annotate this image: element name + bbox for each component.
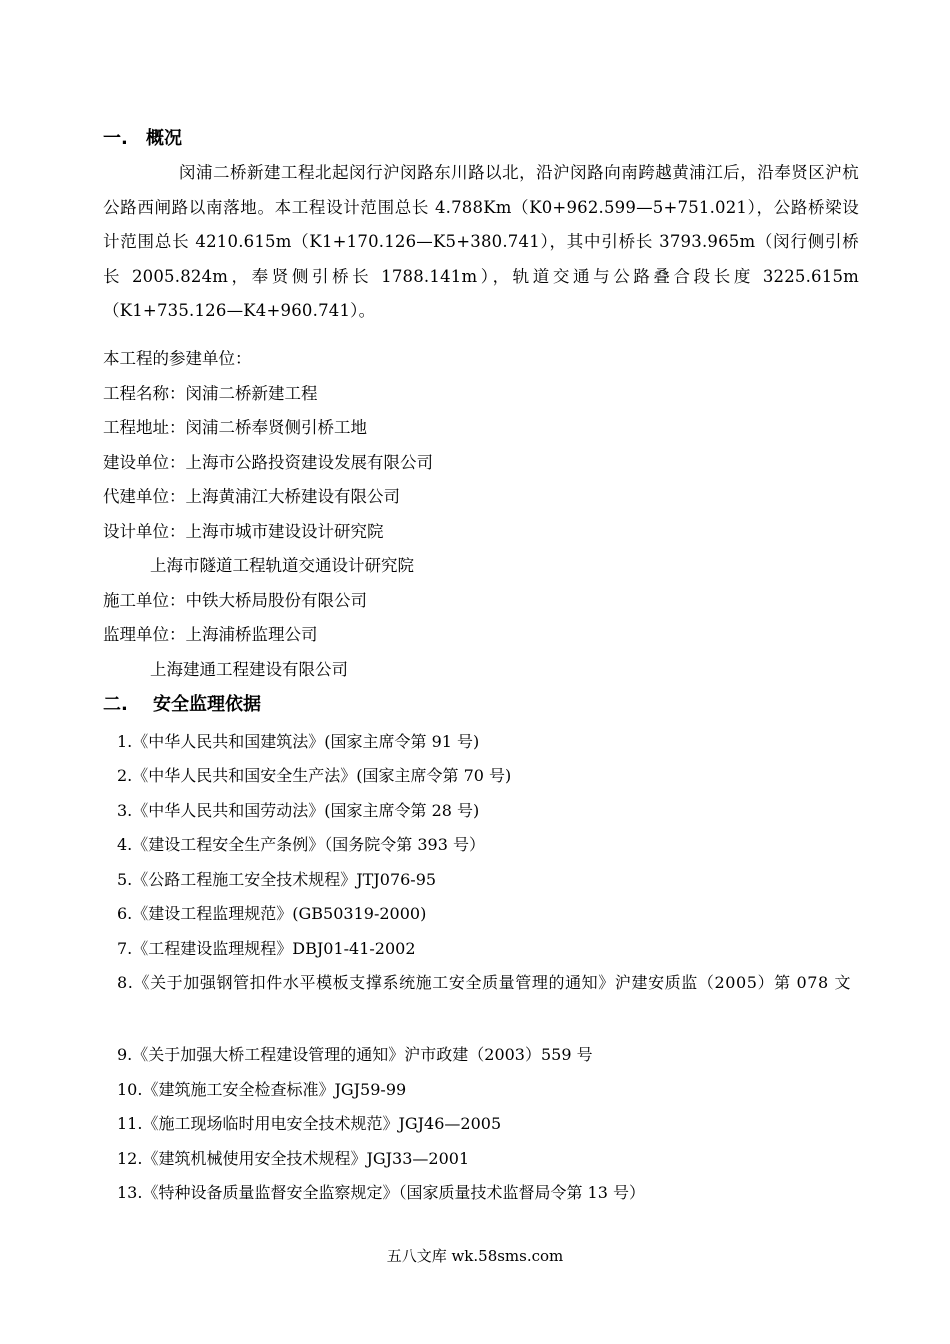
reference-item: 12.《建筑机械使用安全技术规程》JGJ33—2001 <box>117 1149 470 1168</box>
reference-item: 8.《关于加强钢管扣件水平模板支撑系统施工安全质量管理的通知》沪建安质监（2005）第 078 文 <box>117 973 852 992</box>
agent-line: 代建单位：上海黄浦江大桥建设有限公司 <box>103 487 400 506</box>
reference-item: 3.《中华人民共和国劳动法》(国家主席令第 28 号) <box>117 801 480 820</box>
overview-paragraph: 闵浦二桥新建工程北起闵行沪闵路东川路以北，沿沪闵路向南跨越黄浦江后，沿奉贤区沪杭公路西闸路以南落地。本工程设计范围总长 4.788Km（K0+962.599—5+751.021），公路桥梁设计范围总长 4210.615m（K1+170.126—K5+380.741），其中引桥长 3793.965m（闵行侧引桥长 2005.824m，奉贤侧引桥长 1788.141m），轨道交通与公路叠合段长度 3225.615m（K1+735.126—K4+960.741）。 <box>103 163 859 320</box>
reference-item: 5.《公路工程施工安全技术规程》JTJ076-95 <box>117 870 437 889</box>
section-title: 概况 <box>146 128 182 149</box>
reference-item: 13.《特种设备质量监督安全监察规定》（国家质量技术监督局令第 13 号） <box>117 1183 645 1202</box>
owner-line: 建设单位：上海市公路投资建设发展有限公司 <box>103 453 433 472</box>
reference-item: 2.《中华人民共和国安全生产法》(国家主席令第 70 号) <box>117 766 512 785</box>
contractor-line: 施工单位：中铁大桥局股份有限公司 <box>103 591 367 610</box>
reference-item: 6.《建设工程监理规范》(GB50319-2000) <box>117 904 427 923</box>
project-name-line: 工程名称：闵浦二桥新建工程 <box>103 384 318 403</box>
reference-item: 9.《关于加强大桥工程建设管理的通知》沪市政建（2003）559 号 <box>117 1045 593 1064</box>
section-heading-basis <box>103 693 261 717</box>
reference-item: 11.《施工现场临时用电安全技术规范》JGJ46—2005 <box>117 1114 502 1133</box>
section-number: 一. <box>103 128 128 149</box>
participants-intro: 本工程的参建单位： <box>103 349 252 368</box>
designer-line-2: 上海市隧道工程轨道交通设计研究院 <box>150 556 414 575</box>
section-title: 安全监理依据 <box>153 694 261 715</box>
reference-item: 1.《中华人民共和国建筑法》(国家主席令第 91 号) <box>117 732 480 751</box>
project-address-line: 工程地址：闵浦二桥奉贤侧引桥工地 <box>103 418 367 437</box>
reference-item: 7.《工程建设监理规程》DBJ01-41-2002 <box>117 939 416 958</box>
reference-item: 10.《建筑施工安全检查标准》JGJ59-99 <box>117 1080 407 1099</box>
page-footer: 五八文库 wk.58sms.com <box>386 1247 564 1265</box>
supervisor-line: 监理单位：上海浦桥监理公司 <box>103 625 318 644</box>
supervisor-line-2: 上海建通工程建设有限公司 <box>150 660 348 679</box>
section-number: 二. <box>103 694 128 715</box>
designer-line: 设计单位：上海市城市建设设计研究院 <box>103 522 384 541</box>
section-heading-overview <box>103 127 182 151</box>
reference-item: 4.《建设工程安全生产条例》（国务院令第 393 号） <box>117 835 485 854</box>
